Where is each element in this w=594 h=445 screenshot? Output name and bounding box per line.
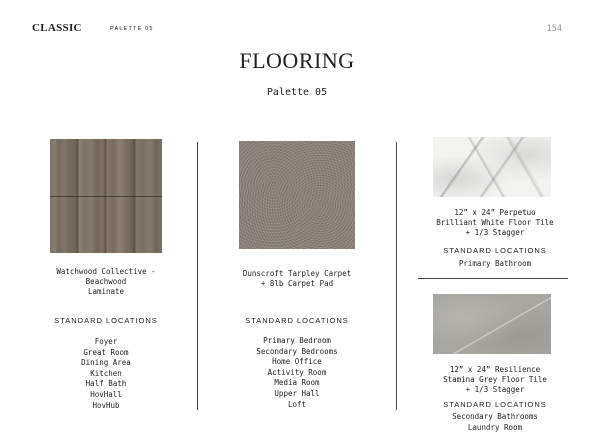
list-item: Activity Room (267, 367, 327, 377)
product-name-line: Stamina Grey Floor Tile (443, 375, 547, 384)
brand-logo-text: CLASSIC (32, 22, 82, 34)
product-name-line: 12” x 24” Perpetuo (454, 208, 536, 217)
product-name-line: Laminate (87, 287, 125, 296)
list-item: Dining Area (81, 358, 131, 368)
list-item: Great Room (83, 347, 129, 357)
product-name-line: Watchwood Collective - (56, 267, 156, 276)
palette-tag: PALETTE 05 (110, 26, 154, 32)
grey-tile-swatch-image (433, 294, 551, 354)
page-title: FLOORING (239, 48, 355, 73)
product-name-line: + 1/3 Stagger (465, 228, 525, 237)
white-tile-locations-heading: STANDARD LOCATIONS (443, 246, 547, 255)
list-item: Primary Bathroom (458, 259, 532, 268)
product-name-line: Brilliant White Floor Tile (436, 218, 554, 227)
carpet-locations-heading: STANDARD LOCATIONS (245, 316, 349, 325)
list-item: HovHub (92, 400, 120, 410)
carpet-locations-list (230, 336, 364, 410)
product-name-line: Dunscroft Tarpley Carpet (242, 269, 352, 278)
list-item: Foyer (94, 337, 118, 346)
list-item: Secondary Bathrooms (452, 412, 538, 421)
list-item: HovHall (90, 389, 122, 399)
grey-tile-locations-heading: STANDARD LOCATIONS (443, 400, 547, 409)
list-item: Laundry Room (467, 422, 523, 432)
laminate-locations-list (40, 337, 172, 411)
product-name-line: Beachwood (85, 277, 127, 286)
page-number: 154 (546, 24, 562, 34)
list-item: Primary Bedroom (263, 336, 331, 345)
tile-section-divider (418, 278, 568, 279)
list-item: Loft (287, 399, 307, 409)
grey-tile-product-name (422, 365, 568, 395)
laminate-product-name (40, 267, 172, 297)
product-name-line: + 1/3 Stagger (465, 385, 525, 394)
grey-tile-locations-list (422, 412, 568, 433)
list-item: Home Office (272, 357, 322, 367)
carpet-product-name (230, 269, 364, 289)
carpet-swatch-image (239, 141, 355, 249)
column-divider-1 (197, 142, 198, 410)
column-divider-2 (396, 142, 397, 410)
white-tile-swatch-image (433, 137, 551, 197)
list-item: Kitchen (90, 368, 122, 378)
product-name-line: 12” x 24” Resilience (449, 365, 541, 374)
list-item: Media Room (274, 378, 320, 388)
laminate-swatch-image (50, 139, 162, 253)
white-tile-locations-list (422, 259, 568, 270)
list-item: Half Bath (85, 379, 127, 389)
product-name-line: + 8lb Carpet Pad (260, 279, 334, 288)
laminate-locations-heading: STANDARD LOCATIONS (54, 316, 158, 325)
page-subtitle: Palette 05 (266, 87, 328, 98)
list-item: Secondary Bedrooms (256, 346, 338, 356)
white-tile-product-name (422, 208, 568, 238)
list-item: Upper Hall (274, 388, 320, 398)
